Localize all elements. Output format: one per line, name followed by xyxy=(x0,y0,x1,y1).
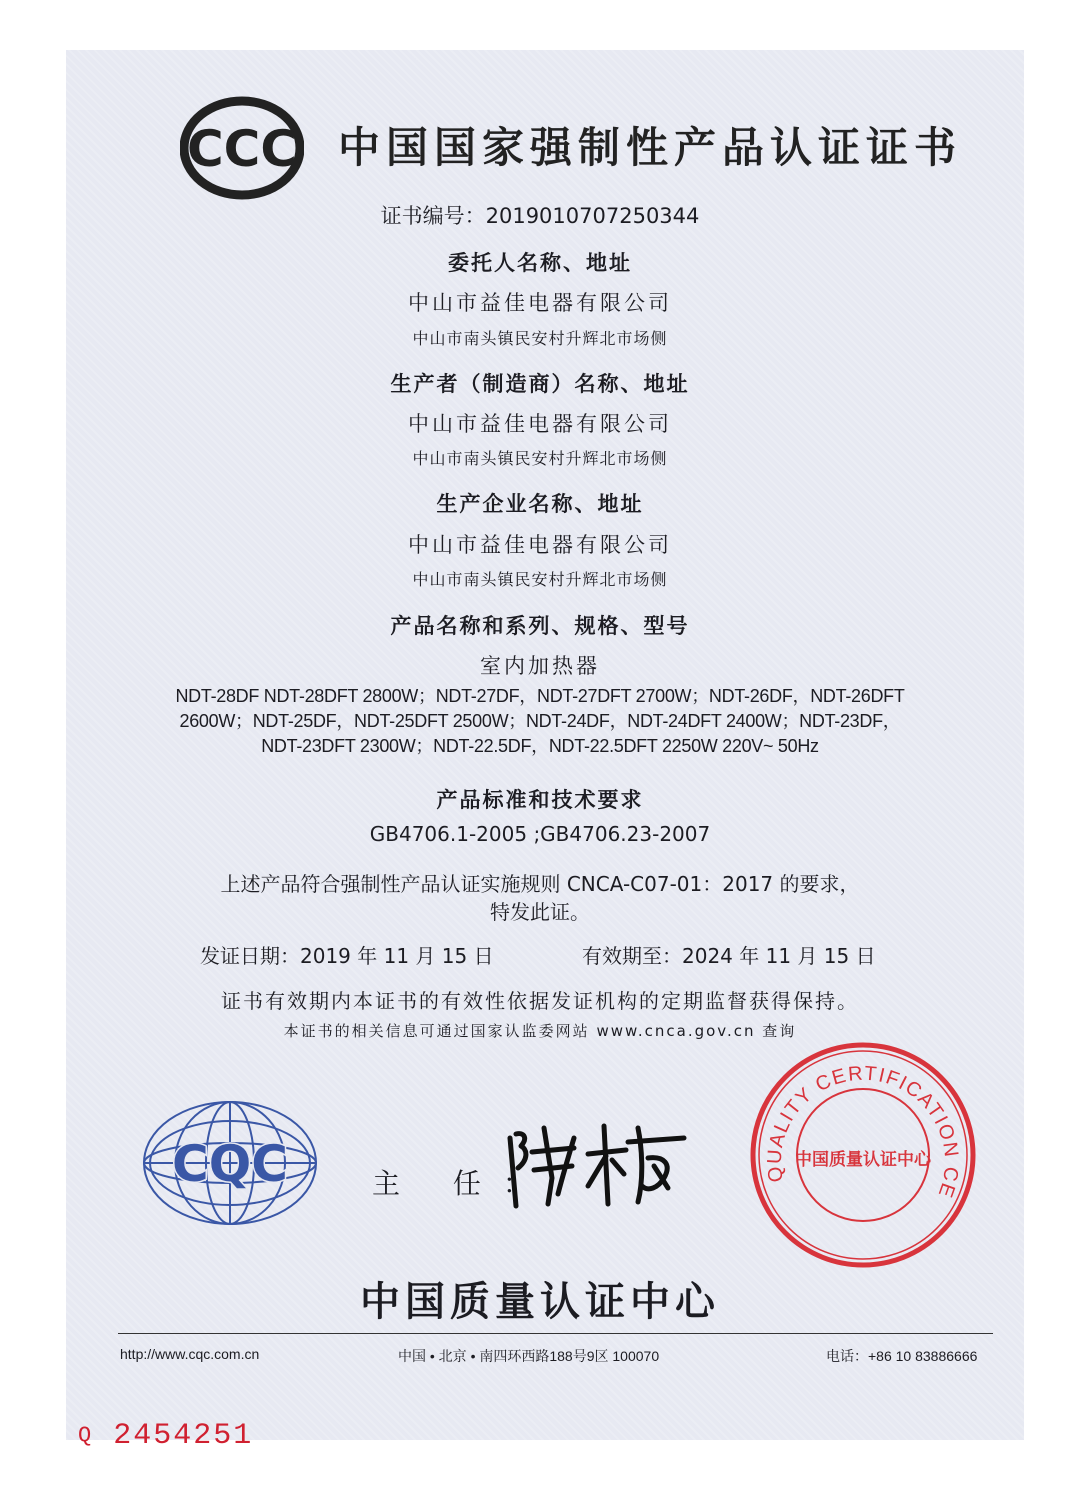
factory-name: 中山市益佳电器有限公司 xyxy=(408,533,672,557)
standard-heading: 产品标准和技术要求 xyxy=(436,788,644,812)
expiry-date xyxy=(582,940,876,969)
factory-heading: 生产企业名称、地址 xyxy=(436,492,644,516)
issue-date-value: 2019 年 11 月 15 日 xyxy=(300,944,494,968)
director-label: 主 任： xyxy=(372,1167,553,1200)
director-signature xyxy=(488,1108,698,1212)
svg-text:中国质量认证中心: 中国质量认证中心 xyxy=(795,1150,931,1170)
certificate-number-value: 2019010707250344 xyxy=(485,204,700,228)
svg-text:CCC: CCC xyxy=(186,120,298,178)
serial-value: 2454251 xyxy=(113,1419,254,1453)
footer-address: 中国 • 北京 • 南四环西路188号9区 100070 xyxy=(398,1348,660,1364)
conformity-line: 特发此证。 xyxy=(490,900,590,924)
models-line: 2600W；NDT-25DF，NDT-25DFT 2500W；NDT-24DF，NDT-24DFT 2400W；NDT-23DF， xyxy=(179,711,901,731)
serial-number xyxy=(78,1419,253,1453)
factory-address: 中山市南头镇民安村升辉北市场侧 xyxy=(412,570,668,589)
product-standards: GB4706.1-2005 ;GB4706.23-2007 xyxy=(369,822,711,846)
svg-text:CHINA QUALITY CERTIFICATION CE: QUALITY CERTIFICATION CE xyxy=(763,1062,963,1202)
product-name: 室内加热器 xyxy=(480,654,600,678)
conformity-statement xyxy=(120,870,960,926)
serial-prefix: Q xyxy=(78,1422,94,1448)
issue-date-label: 发证日期： xyxy=(200,944,300,968)
info-note: 本证书的相关信息可通过国家认监委网站 www.cnca.gov.cn 查询 xyxy=(283,1022,797,1040)
manufacturer-name: 中山市益佳电器有限公司 xyxy=(408,412,672,436)
svg-text:CQC: CQC xyxy=(172,1135,288,1193)
issuing-center-name: 中国质量认证中心 xyxy=(360,1279,720,1325)
validity-note: 证书有效期内本证书的有效性依据发证机构的定期监督获得保持。 xyxy=(221,989,859,1013)
manufacturer-heading: 生产者（制造商）名称、地址 xyxy=(390,372,690,396)
footer-divider xyxy=(118,1333,993,1334)
footer-website: http://www.cqc.com.cn xyxy=(120,1346,260,1362)
official-seal xyxy=(748,1040,978,1270)
certificate-number-label: 证书编号： xyxy=(380,204,486,228)
client-name: 中山市益佳电器有限公司 xyxy=(408,291,672,315)
expiry-date-value: 2024 年 11 月 15 日 xyxy=(682,944,876,968)
manufacturer-address: 中山市南头镇民安村升辉北市场侧 xyxy=(412,449,668,468)
product-models xyxy=(150,684,930,759)
footer-phone: 电话：+86 10 83886666 xyxy=(826,1348,978,1364)
client-address: 中山市南头镇民安村升辉北市场侧 xyxy=(412,329,668,348)
conformity-line: 上述产品符合强制性产品认证实施规则 CNCA-C07-01：2017 的要求， xyxy=(220,872,860,896)
cqc-logo xyxy=(140,1098,320,1228)
certificate-number xyxy=(0,200,1080,230)
client-heading: 委托人名称、地址 xyxy=(448,251,632,275)
models-line: NDT-23DFT 2300W；NDT-22.5DF，NDT-22.5DFT 2250W 220V~ 50Hz xyxy=(261,736,819,756)
expiry-date-label: 有效期至： xyxy=(582,944,682,968)
certificate-title: 中国国家强制性产品认证证书 xyxy=(337,123,962,172)
issue-date xyxy=(200,940,494,969)
product-heading: 产品名称和系列、规格、型号 xyxy=(390,614,690,638)
models-line: NDT-28DF NDT-28DFT 2800W；NDT-27DF，NDT-27DFT 2700W；NDT-26DF，NDT-26DFT xyxy=(175,686,905,706)
ccc-logo xyxy=(180,96,304,200)
